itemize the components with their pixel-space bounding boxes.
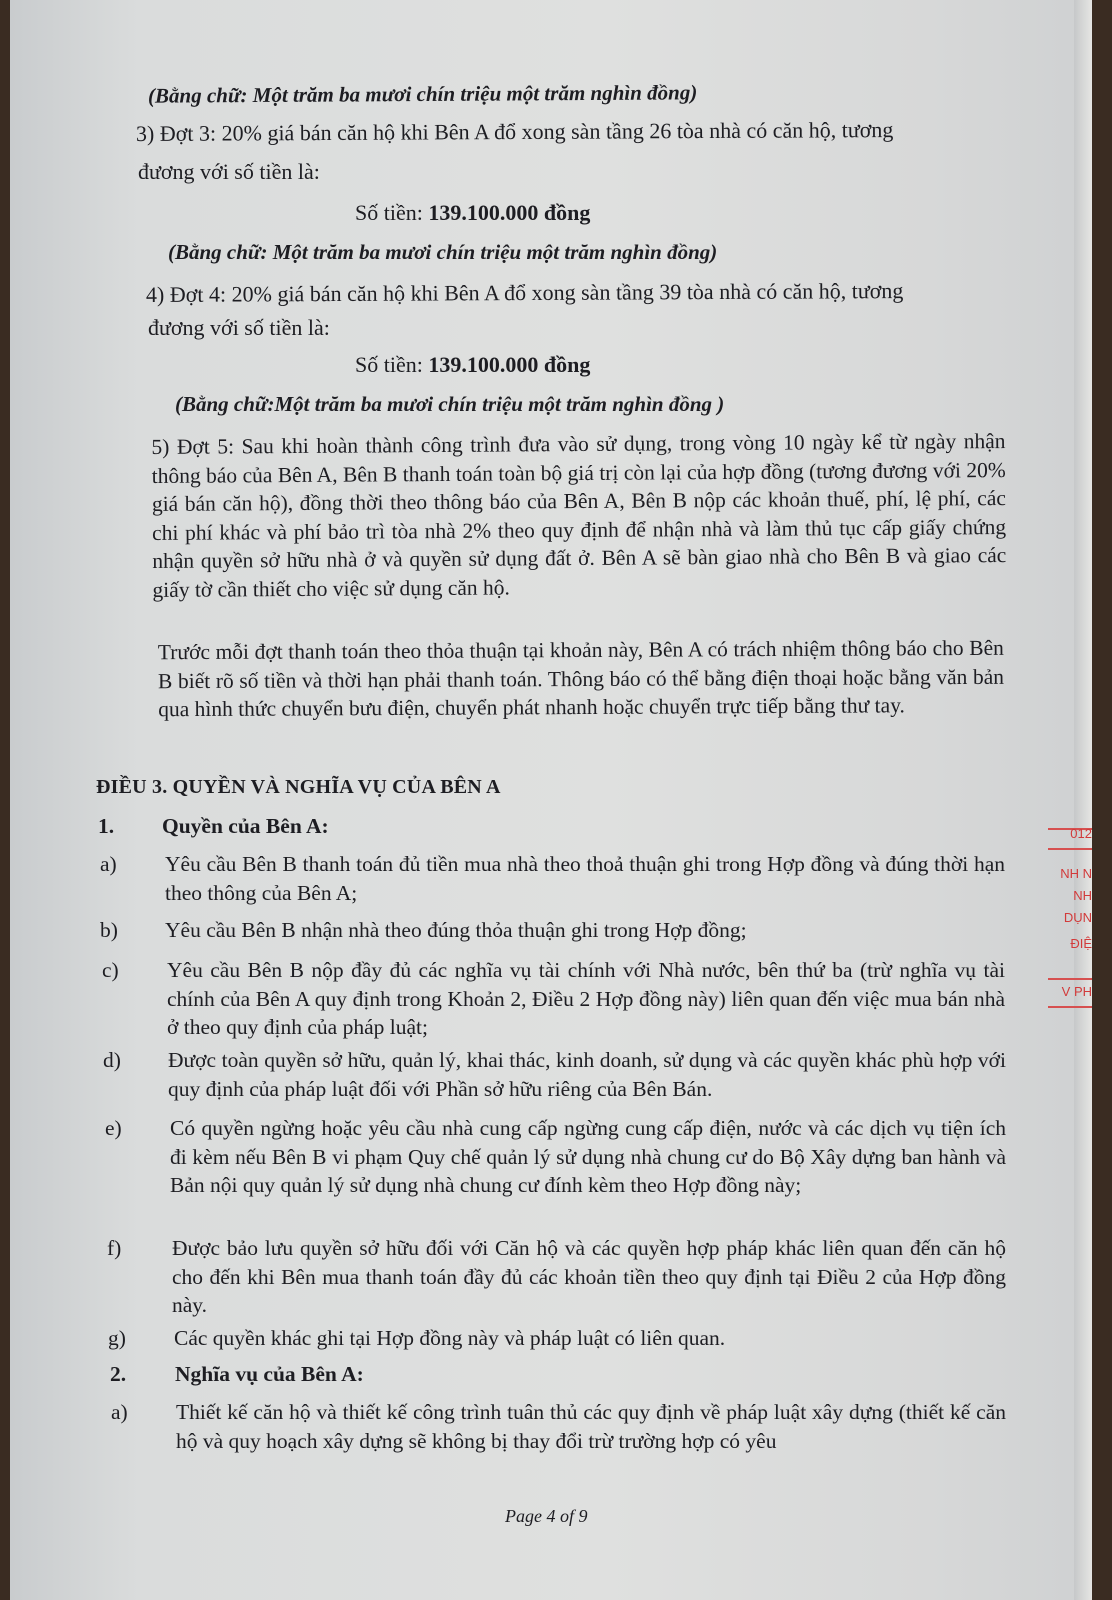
section1-number: 1. [98,814,115,838]
installment4-line1: 4) Đợt 4: 20% giá bán căn hộ khi Bên A đổ xong sàn tầng 39 tòa nhà có căn hộ, tương [145,278,904,307]
amount-value: 139.100.000 đồng [428,200,591,225]
amount-value: 139.100.000 đồng [428,352,591,377]
stamp-text: 012 [1070,826,1092,841]
red-stamp [1048,828,1092,1028]
list-item-text: Yêu cầu Bên B thanh toán đủ tiền mua nhà theo thoả thuận ghi trong Hợp đồng và đúng thời hạn theo thông của Bên A; [165,852,1005,905]
list-item-label: d) [103,1048,121,1072]
list-item-text: Được bảo lưu quyền sở hữu đối với Căn hộ và các quyền hợp pháp khác liên quan đến căn hộ cho đến khi Bên mua thanh toán đầy đủ các khoản tiền theo quy định tại Điều 2 của Hợp đồng này. [172,1236,1006,1317]
list-item-label: e) [105,1116,122,1140]
installment5-paragraph: 5) Đợt 5: Sau khi hoàn thành công trình đưa vào sử dụng, trong vòng 10 ngày kể từ ngày nhận thông báo của Bên A, Bên B thanh toán toàn bộ giá trị còn lại của hợp đồng (tương đương với 20% giá bán căn hộ), đồng thời theo thông báo của Bên A, Bên B nộp các khoản thuế, phí, lệ phí, các chi phí khác và phí bảo trì tòa nhà 2% theo quy định để nhận nhà và làm thủ tục cấp giấy chứng nhận quyền sở hữu nhà ở và quyền sử dụng đất ở. Bên A sẽ bàn giao nhà cho Bên B và giao các giấy tờ cần thiết cho việc sử dụng căn hộ. [151,429,1007,602]
list-item-text: Các quyền khác ghi tại Hợp đồng này và pháp luật có liên quan. [174,1326,726,1350]
stamp-text: ĐIỆ [1070,936,1092,951]
installment4-words: (Bằng chữ:Một trăm ba mươi chín triệu một trăm nghìn đồng ) [175,392,725,416]
list-item-label: g) [108,1326,126,1350]
list-item-label: f) [107,1236,122,1260]
page-footer: Page 4 of 9 [505,1506,588,1526]
list-item-label: a) [100,852,117,876]
installment3-line1: 3) Đợt 3: 20% giá bán căn hộ khi Bên A đổ xong sàn tầng 26 tòa nhà có căn hộ, tương [135,117,894,146]
stamp-text: NH [1073,888,1092,903]
installment4-amount-line [355,350,590,379]
page-edge [1074,0,1092,1600]
list-item-label: b) [100,918,118,942]
list-item-label: c) [102,958,119,982]
section2-title: Nghĩa vụ của Bên A: [175,1362,364,1386]
amount-label: Số tiền: [355,352,429,377]
amount-label: Số tiền: [355,200,429,225]
payment-notice-paragraph: Trước mỗi đợt thanh toán theo thỏa thuận tại khoản này, Bên A có trách nhiệm thông báo cho Bên B biết rõ số tiền và thời hạn phải thanh toán. Thông báo có thể bằng điện thoại hoặc bằng văn bản qua hình thức chuyển bưu điện, chuyển phát nhanh hoặc chuyển trực tiếp bằng thư tay. [157,635,1005,722]
list-item-text: Được toàn quyền sở hữu, quản lý, khai thác, kinh doanh, sử dụng và các quyền khác phù hợp với quy định của pháp luật đối với Phần sở hữu riêng của Bên Bán. [168,1048,1006,1101]
section1-title: Quyền của Bên A: [162,814,329,838]
installment3-words: (Bằng chữ: Một trăm ba mươi chín triệu một trăm nghìn đồng) [168,240,718,264]
list-item-label: a) [111,1400,128,1424]
installment4-line2: đương với số tiền là: [148,315,330,340]
article3-heading: ĐIỀU 3. QUYỀN VÀ NGHĨA VỤ CỦA BÊN A [96,776,501,798]
installment3-words-prev: (Bằng chữ: Một trăm ba mươi chín triệu một trăm nghìn đồng) [147,80,698,108]
list-item-text: Yêu cầu Bên B nộp đầy đủ các nghĩa vụ tài chính với Nhà nước, bên thứ ba (trừ nghĩa vụ tài chính của Bên A quy định trong Khoản 2, Điều 2 Hợp đồng này) liên quan đến việc mua bán nhà ở theo quy định của pháp luật; [167,958,1005,1039]
document-page [10,0,1092,1600]
stamp-text: NH N [1060,866,1092,881]
list-item-text: Yêu cầu Bên B nhận nhà theo đúng thỏa thuận ghi trong Hợp đồng; [165,918,747,942]
stamp-text: DỤN [1063,910,1092,925]
installment3-amount-line [355,198,590,227]
list-item-text: Có quyền ngừng hoặc yêu cầu nhà cung cấp ngừng cung cấp điện, nước và các dịch vụ tiện ích đi kèm nếu Bên B vi phạm Quy chế quản lý sử dụng nhà chung cư do Bộ Xây dựng ban hành và Bản nội quy quản lý sử dụng nhà chung cư đính kèm theo Hợp đồng này; [170,1116,1006,1197]
installment3-line2: đương với số tiền là: [138,159,320,184]
stamp-text: V PH [1061,984,1092,999]
section2-number: 2. [110,1362,127,1386]
list-item-text: Thiết kế căn hộ và thiết kế công trình tuân thủ các quy định về pháp luật xây dựng (thiết kế căn hộ và quy hoạch xây dựng sẽ không bị thay đổi trừ trường hợp có yêu [176,1400,1006,1453]
